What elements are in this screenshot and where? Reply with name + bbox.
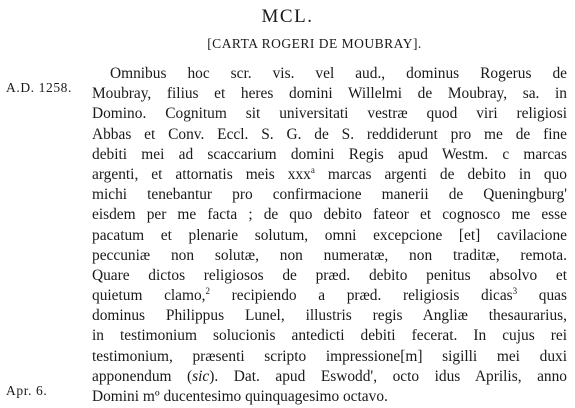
text-line: dominus Philippus Lunel, illustris regis Angliæ thesaurarius, — [92, 307, 567, 325]
charter-number: MCL. — [261, 6, 314, 27]
text-line: Abbas et Conv. Eccl. S. G. de S. reddiderunt pro me de fine — [92, 125, 567, 143]
footnote-ref-2: 2 — [205, 286, 211, 297]
charter-body — [92, 64, 567, 407]
margin-date-top — [6, 80, 72, 96]
text-line: michi tenebantur pro confirmacione manerii de Queningburg' — [92, 186, 567, 204]
text-line: quietum clamo,$^2$ recipiendo a præd. religiosis dicas$^3$ quas — [92, 286, 567, 305]
margin-date-bottom: Apr. 6. — [6, 383, 48, 398]
text-line: pacatum et plenarie solutum, omni excepcione [et] cavilacione — [92, 226, 567, 244]
text-line: apponendum (sic). Dat. apud Eswodd', octo idus Aprilis, anno — [92, 367, 567, 385]
superscript: a — [310, 164, 315, 175]
text-line: Omnibus hoc scr. vis. vel aud., dominus Rogerus de — [110, 65, 567, 82]
text-line: Domino. Cognitum sit universitati vestræ quod viri religiosi — [92, 105, 567, 123]
text-line: Moubray, filius et heres domini Willelmi de Moubray, sa. in — [92, 85, 567, 103]
text-line: eisdem per me facta ; de quo debito fateor et cognosco me esse — [92, 206, 567, 224]
margin-date-top-text: A.D. 1258. — [6, 80, 72, 95]
text-line: debiti mei ad scaccarium domini Regis apud Westm. c marcas — [92, 145, 567, 163]
sic-italic: sic — [192, 367, 210, 385]
text-line: Domini mº ducentesimo quinquagesimo octavo. — [92, 388, 388, 405]
text-line: testimonium, præsenti scripto impressione[m] sigilli mei duxi — [92, 347, 567, 365]
footnote-ref-3: 3 — [512, 286, 518, 297]
text-line: Quare dictos religiosos de præd. debito penitus absolvo et — [92, 266, 567, 284]
text-line: in testimonium solucionis antedicti debiti fecerat. In cujus rei — [92, 327, 567, 345]
text-line: peccuniæ non solutæ, non numeratæ, non traditæ, remota. — [92, 246, 567, 264]
charter-title: [CARTA ROGERI DE MOUBRAY]. — [207, 36, 422, 51]
text-line: argenti, et attornatis meis xxx$^a$ marcas argenti de debito in quo — [92, 164, 568, 183]
